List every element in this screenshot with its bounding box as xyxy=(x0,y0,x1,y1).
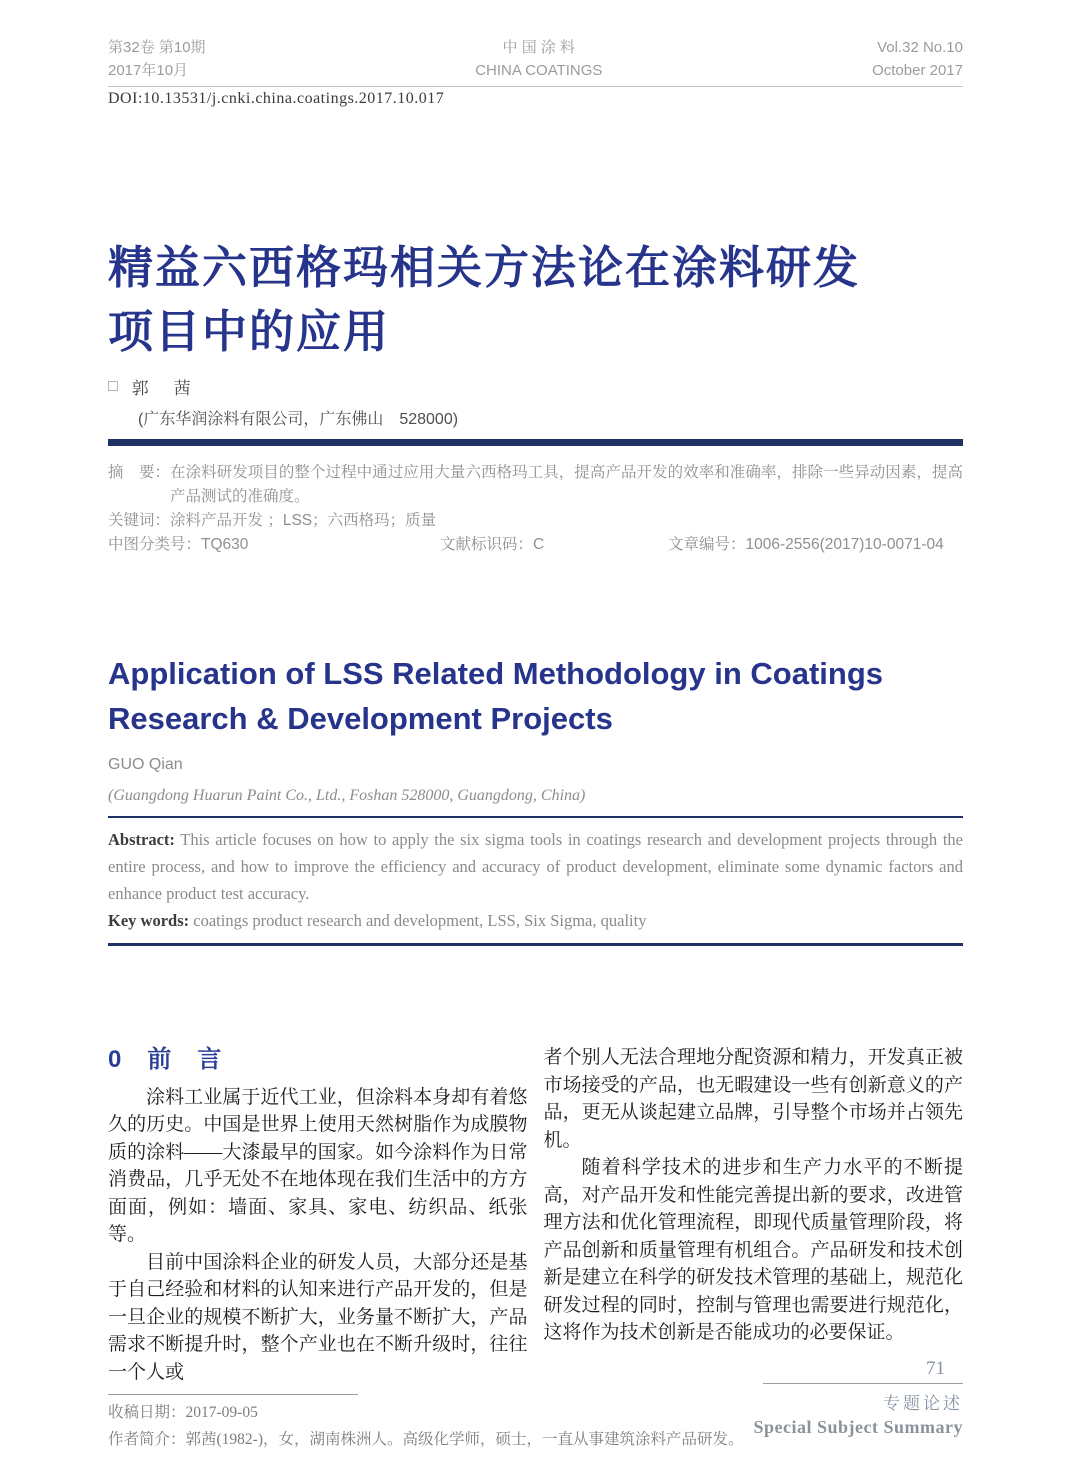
keywords-en-label: Key words: xyxy=(108,911,190,930)
abstract-cn-label: 摘 要： xyxy=(108,464,171,481)
keywords-en-text: coatings product research and development, LSS, Six Sigma, quality xyxy=(189,911,647,930)
date-en: October 2017 xyxy=(872,62,963,79)
journal-name-en: CHINA COATINGS xyxy=(475,62,603,79)
volume-issue-cn: 第32卷 第10期 xyxy=(108,39,206,56)
article-id: 文章编号：1006-2556(2017)10-0071-04 xyxy=(668,536,944,553)
abstract-cn-block xyxy=(108,461,963,557)
keywords-cn-label: 关键词： xyxy=(108,512,171,529)
section-heading-intro: 0 前 言 xyxy=(108,1046,223,1073)
document-code: 文献标识码：C xyxy=(440,536,545,553)
column-title-en: Special Subject Summary xyxy=(753,1417,963,1437)
body-column-right xyxy=(544,1044,964,1386)
body-paragraph: 者个别人无法合理地分配资源和精力，开发真正被市场接受的产品，也无暇建设一些有创新意义的产品，更无从谈起建立品牌，引导整个市场并占领先机。 xyxy=(543,1047,963,1151)
masthead-issue-en xyxy=(872,36,963,82)
section-divider-bar xyxy=(108,439,963,446)
author-bio: 作者简介：郭茜(1982-)，女，湖南株洲人。高级化学师，硕士，一直从事建筑涂料产品研发。 xyxy=(108,1431,744,1448)
abstract-cn-row xyxy=(108,461,963,509)
author-name-cn: 郭 茜 xyxy=(131,379,195,398)
affiliation-en: (Guangdong Huarun Paint Co., Ltd., Foshan 528000, Guangdong, China) xyxy=(108,787,586,804)
abstract-en-paragraph xyxy=(108,826,963,907)
article-title-cn-line2: 项目中的应用 xyxy=(108,306,391,357)
masthead-issue-cn xyxy=(108,36,206,82)
page-footer xyxy=(703,1358,963,1438)
body-columns xyxy=(108,1044,963,1386)
page-number: 71 xyxy=(926,1358,945,1379)
keywords-cn-row xyxy=(108,509,963,533)
keywords-cn-text: 涂料产品开发 ；LSS；六西格玛；质量 xyxy=(170,512,437,529)
author-name-en: GUO Qian xyxy=(108,756,183,773)
body-paragraph: 随着科学技术的进步和生产力水平的不断提高，对产品开发和性能完善提出新的要求，改进管理方法和优化管理流程，即现代质量管理阶段，将产品创新和质量管理有机组合。产品研发和技术创新是建立在科学的研发技术管理的基础上，规范化研发过程的同时，控制与管理也需要进行规范化，这将作为技术创新是否能成功的必要保证。 xyxy=(543,1157,963,1343)
clc-number: 中图分类号：TQ630 xyxy=(108,536,249,553)
received-date: 收稿日期：2017-09-05 xyxy=(108,1404,258,1421)
author-row xyxy=(108,374,963,399)
author-marker-icon: □ xyxy=(108,377,118,395)
footnote-divider xyxy=(108,1394,358,1395)
masthead-journal-name xyxy=(475,36,602,82)
date-cn: 2017年10月 xyxy=(108,62,189,79)
masthead-divider xyxy=(108,86,963,87)
doi: DOI:10.13531/j.cnki.china.coatings.2017.10.017 xyxy=(108,90,445,107)
body-paragraph: 目前中国涂料企业的研发人员，大部分还是基于自己经验和材料的认知来进行产品开发的，但是一旦企业的规模不断扩大，业务量不断扩大，产品需求不断提升时，整个产业也在不断升级时，往往一个人或 xyxy=(108,1251,528,1383)
body-column-left xyxy=(108,1044,528,1386)
article-title-cn xyxy=(108,236,963,364)
abstract-en-label: Abstract: xyxy=(108,830,175,849)
article-title-cn-line1: 精益六西格玛相关方法论在涂料研发 xyxy=(108,242,861,293)
classification-row xyxy=(108,533,963,557)
body-paragraph: 涂料工业属于近代工业，但涂料本身却有着悠久的历史。中国是世界上使用天然树脂作为成膜物质的涂料——大漆最早的国家。如今涂料作为日常消费品，几乎无处不在地体现在我们生活中的方方面面，例如：墙面、家具、家电、纺织品、纸张等。 xyxy=(108,1086,528,1245)
abstract-cn-text: 在涂料研发项目的整个过程中通过应用大量六西格玛工具，提高产品开发的效率和准确率，排除一些异动因素，提高产品测试的准确度。 xyxy=(170,464,963,505)
journal-masthead xyxy=(108,36,963,82)
affiliation-cn: (广东华润涂料有限公司，广东佛山 528000) xyxy=(138,411,459,428)
abstract-en-text: This article focuses on how to apply the six sigma tools in coatings research and development projects through the entire process, and how to improve the efficiency and accuracy of product development, eliminate some dynamic factors and enhance product test accuracy. xyxy=(108,830,963,903)
journal-name-cn: 中 国 涂 料 xyxy=(502,39,576,56)
footer-divider xyxy=(763,1383,963,1384)
column-title-cn: 专题论述 xyxy=(883,1394,963,1413)
article-title-en xyxy=(108,651,963,741)
abstract-en-top-rule xyxy=(108,816,963,818)
volume-issue-en: Vol.32 No.10 xyxy=(877,39,963,56)
abstract-en-bottom-rule xyxy=(108,943,963,946)
article-title-en-line1: Application of LSS Related Methodology in Coatings xyxy=(108,656,883,691)
article-title-en-line2: Research & Development Projects xyxy=(108,701,613,736)
keywords-en-paragraph xyxy=(108,907,963,934)
